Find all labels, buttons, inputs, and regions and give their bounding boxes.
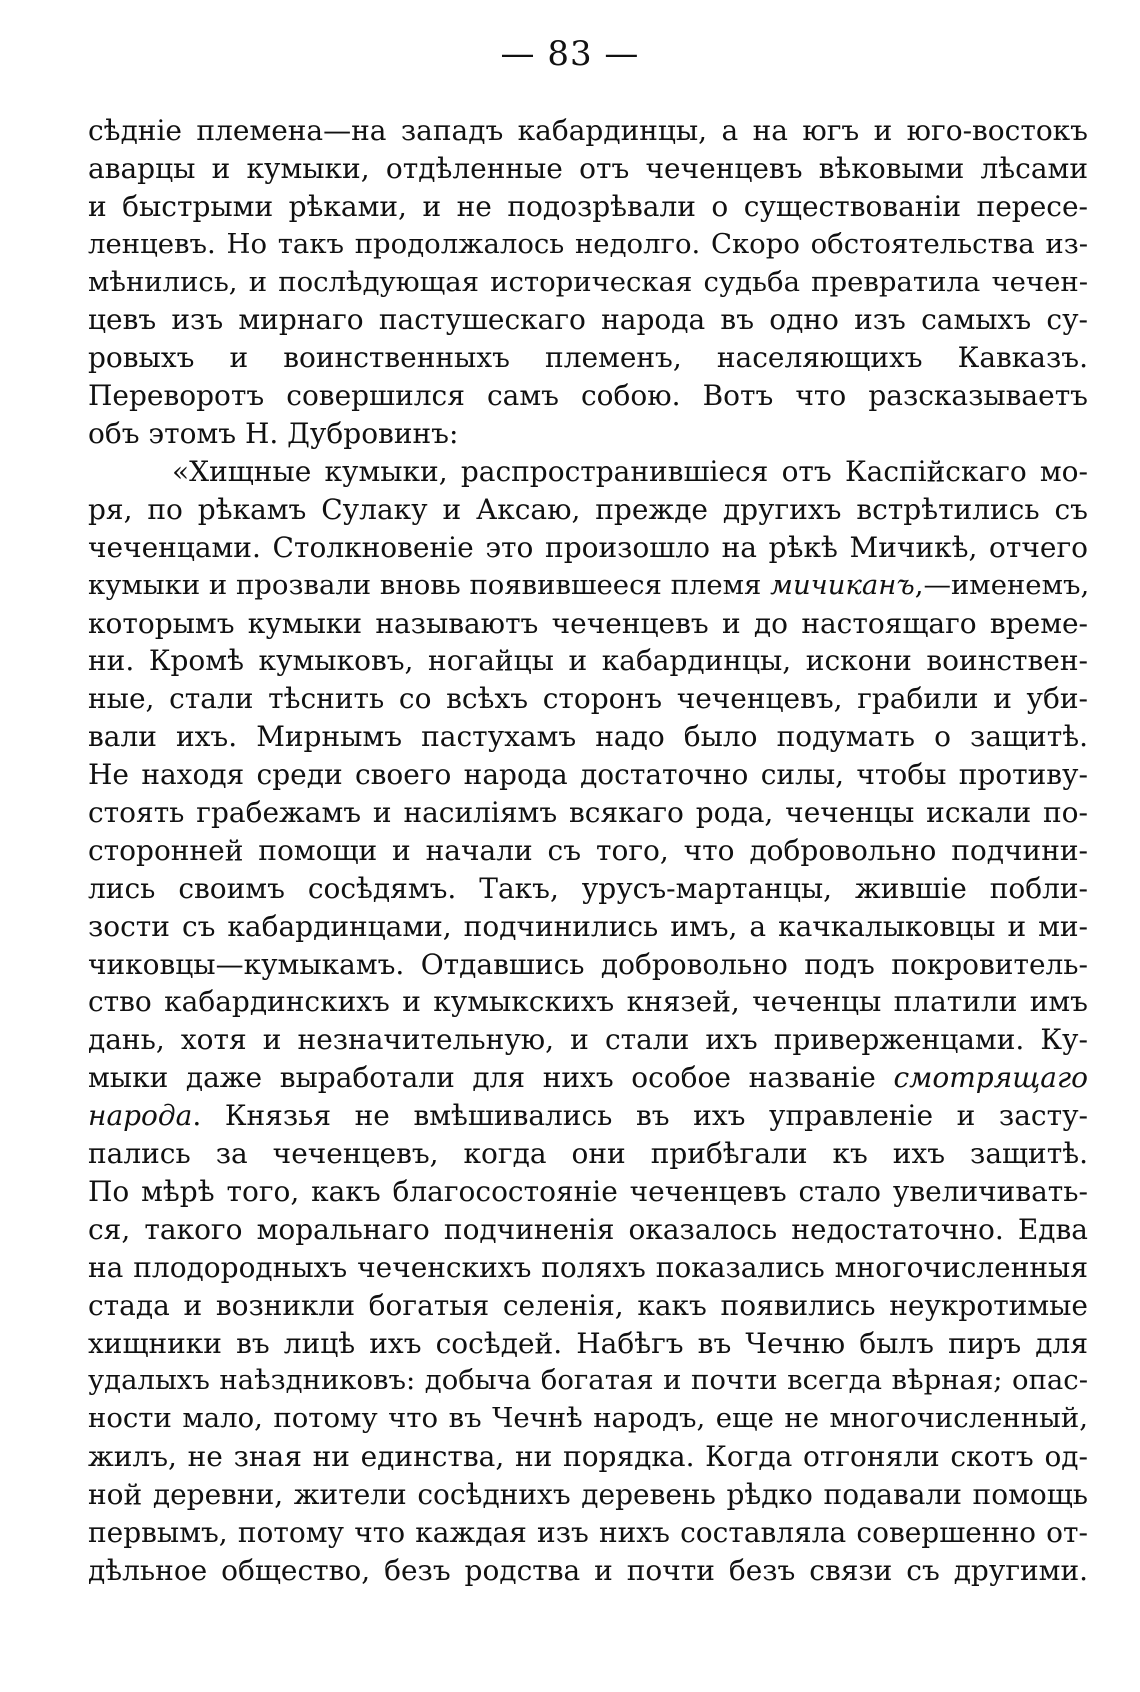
text-line: мѣнились, и послѣдующая историческая судьба превратила чечен- [88, 265, 1088, 298]
text-line [88, 1097, 1088, 1135]
text-segment: кумыки и прозвали вновь появившееся племя [88, 568, 762, 601]
text-line: стада и возникли богатыя селенія, какъ появились неукротимые [88, 1288, 1088, 1322]
text-line [88, 1059, 1088, 1097]
text-line: Переворотъ совершился самъ собою. Вотъ что разсказываетъ [88, 379, 1088, 413]
text-line: ные, стали тѣснить со всѣхъ сторонъ чеченцевъ, грабили и уби- [88, 682, 1088, 716]
page-number: — 83 — [500, 34, 640, 74]
text-line: которымъ кумыки называютъ чеченцевъ и до настоящаго време- [88, 606, 1088, 640]
text-line: зости съ кабардинцами, подчинились имъ, а качкалыковцы и ми- [88, 909, 1088, 943]
text-line: лись своимъ сосѣдямъ. Такъ, урусъ-мартанцы, жившіе побли- [88, 871, 1088, 905]
text-line: ленцевъ. Но такъ продолжалось недолго. Скоро обстоятельства из- [88, 227, 1088, 260]
text-line: цевъ изъ мирнаго пастушескаго народа въ одно изъ самыхъ су- [88, 303, 1088, 337]
text-line: стоять грабежамъ и насиліямъ всякаго рода, чеченцы искали по- [88, 796, 1088, 830]
text-line: вали ихъ. Мирнымъ пастухамъ надо было подумать о защитѣ. [88, 720, 1088, 754]
emphasis-term: мичиканъ [770, 568, 915, 601]
text-line: аварцы и кумыки, отдѣленные отъ чеченцевъ вѣковыми лѣсами [88, 151, 1088, 185]
text-line: Не находя среди своего народа достаточно силы, чтобы противу- [88, 758, 1088, 792]
text-line: ни. Кромѣ кумыковъ, ногайцы и кабардинцы, искони воинствен- [88, 644, 1088, 678]
body-text [88, 112, 1088, 1590]
text-line: ности мало, потому что въ Чечнѣ народъ, еще не многочисленный, [88, 1402, 1088, 1435]
text-line: ря, по рѣкамъ Сулаку и Аксаю, прежде другихъ встрѣтились съ [88, 492, 1088, 526]
text-line: на плодородныхъ чеченскихъ поляхъ показались многочисленныя [88, 1250, 1088, 1284]
text-line: жилъ, не зная ни единства, ни порядка. Когда отгоняли скотъ од- [88, 1440, 1088, 1474]
text-line: первымъ, потому что каждая изъ нихъ составляла совершенно от- [88, 1515, 1088, 1549]
text-line: По мѣрѣ того, какъ благосостояніе чеченцевъ стало увеличивать- [88, 1174, 1088, 1208]
text-line: дань, хотя и незначительную, и стали ихъ приверженцами. Ку- [88, 1023, 1088, 1057]
text-line: чеченцами. Столкновеніе это произошло на рѣкѣ Мичикѣ, отчего [88, 530, 1088, 564]
text-line: и быстрыми рѣками, и не подозрѣвали о существованіи пересе- [88, 189, 1088, 223]
text-line [88, 567, 1088, 605]
text-line: объ этомъ Н. Дубровинъ: [88, 417, 459, 451]
text-line: сѣдніе племена—на западъ кабардинцы, а на югъ и юго-востокъ [88, 114, 1088, 147]
text-line: ной деревни, жители сосѣднихъ деревень рѣдко подавали помощь [88, 1478, 1088, 1512]
text-line: ровыхъ и воинственныхъ племенъ, населяющихъ Кавказъ. [88, 341, 1088, 375]
text-line: чиковцы—кумыкамъ. Отдавшись добровольно подъ покровитель- [88, 947, 1088, 981]
text-line: «Хищные кумыки, распространившіеся отъ Каспійскаго мо- [172, 455, 1088, 489]
text-line: хищники въ лицѣ ихъ сосѣдей. Набѣгъ въ Чечню былъ пиръ для [88, 1326, 1088, 1360]
text-line: пались за чеченцевъ, когда они прибѣгали къ ихъ защитѣ. [88, 1137, 1088, 1171]
emphasis-term: народа [88, 1099, 193, 1133]
text-line: удалыхъ наѣздниковъ: добыча богатая и почти всегда вѣрная; опас- [88, 1364, 1088, 1397]
text-line: ство кабардинскихъ и кумыкскихъ князей, чеченцы платили имъ [88, 985, 1088, 1019]
text-line: ся, такого моральнаго подчиненія оказалось недостаточно. Едва [88, 1212, 1088, 1246]
text-segment: ,—именемъ, [914, 568, 1090, 601]
emphasis-term: смотрящаго [893, 1061, 1088, 1095]
text-line: дѣльное общество, безъ родства и почти безъ связи съ другими. [88, 1553, 1088, 1587]
text-line: сторонней помощи и начали съ того, что добровольно подчини- [88, 833, 1088, 867]
text-segment: . Князья не вмѣшивались въ ихъ управленіе и засту- [192, 1099, 1088, 1133]
text-segment: мыки даже выработали для нихъ особое названіе [88, 1061, 876, 1095]
